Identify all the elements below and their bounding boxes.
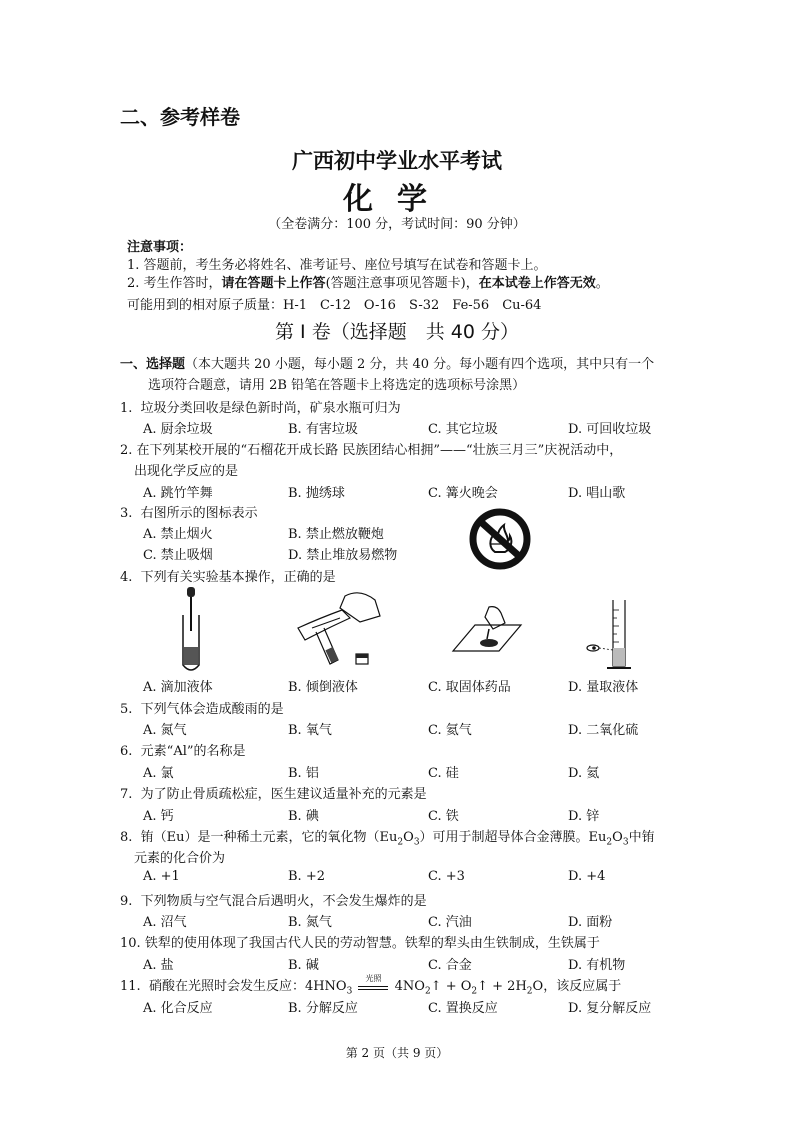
- q7-option-a: A. 钙: [143, 809, 174, 824]
- question-4-text: 下列有关实验基本操作，正确的是: [140, 570, 336, 585]
- q5-option-c: C. 氦气: [428, 723, 472, 738]
- q9-option-b: B. 氮气: [288, 915, 332, 930]
- q2-option-d: D. 唱山歌: [568, 486, 626, 501]
- question-8-num: 8.: [120, 830, 133, 845]
- notes-item-2-bold1: 请在答题卡上作答: [221, 276, 326, 291]
- question-1-num: 1.: [120, 401, 133, 416]
- q8-option-b: B. +2: [288, 869, 325, 884]
- q10-option-d: D. 有机物: [568, 958, 626, 973]
- pouring-liquid-icon: [290, 588, 385, 668]
- q3-option-a: A. 禁止烟火: [143, 527, 213, 542]
- question-1-text: 垃圾分类回收是绿色新时尚，矿泉水瓶可归为: [140, 401, 401, 416]
- question-6-text: 元素“Al”的名称是: [140, 744, 246, 759]
- question-10-text: 铁犁的使用体现了我国古代人民的劳动智慧。铁犁的犁头由生铁制成，生铁属于: [144, 936, 600, 951]
- q11-sub-a: 3: [346, 986, 353, 997]
- section1-label: 一、选择题: [120, 357, 186, 372]
- q11-text-pre: 硝酸在光照时会发生反应：4HNO: [148, 979, 347, 994]
- q10-option-b: B. 碱: [288, 958, 319, 973]
- q8-option-d: D. +4: [568, 869, 606, 884]
- q6-option-c: C. 硅: [428, 766, 459, 781]
- question-1: [120, 397, 401, 416]
- notes-item-2-pre: 2. 考生作答时，: [127, 276, 222, 291]
- question-8: [120, 826, 655, 848]
- q2-option-a: A. 跳竹竿舞: [143, 486, 213, 501]
- question-5-text: 下列气体会造成酸雨的是: [140, 702, 284, 717]
- question-2-text2: 出现化学反应的是: [134, 464, 239, 479]
- reaction-condition: 光照: [365, 973, 382, 983]
- q8-text-e: 中铕: [628, 830, 655, 845]
- exam-title: 广西初中学业水平考试: [292, 149, 502, 173]
- page-footer: 第 2 页（共 9 页）: [345, 1046, 449, 1060]
- notes-heading: 注意事项：: [127, 240, 193, 255]
- q8-option-a: A. +1: [143, 869, 180, 884]
- graduated-cylinder-icon: [585, 598, 635, 678]
- notes-item-1: 1. 答题前，考生务必将姓名、准考证号、座位号填写在试卷和答题卡上。: [127, 258, 547, 273]
- q2-option-b: B. 抛绣球: [288, 486, 345, 501]
- subject-title: 化学: [343, 182, 451, 217]
- question-6-num: 6.: [120, 744, 133, 759]
- q5-option-b: B. 氧气: [288, 723, 332, 738]
- question-2: [120, 439, 622, 458]
- q8-sub-a: 2: [397, 837, 404, 848]
- q4-option-b: B. 倾倒液体: [288, 680, 358, 695]
- notes-item-2-mid: (答题注意事项见答题卡)，: [325, 276, 479, 291]
- solid-reagent-icon: [445, 603, 525, 669]
- question-9: [120, 890, 427, 909]
- q8-sub-c: 2: [606, 837, 613, 848]
- q4-option-a: A. 滴加液体: [143, 680, 213, 695]
- q7-option-c: C. 铁: [428, 809, 459, 824]
- q9-option-c: C. 汽油: [428, 915, 472, 930]
- q8-text-a: 铕（Eu）是一种稀土元素，它的氧化物（Eu: [140, 830, 398, 845]
- q1-option-d: D. 可回收垃圾: [568, 422, 652, 437]
- q6-option-d: D. 氦: [568, 766, 600, 781]
- q3-option-d: D. 禁止堆放易燃物: [288, 548, 398, 563]
- q3-option-c: C. 禁止吸烟: [143, 548, 213, 563]
- question-3-text: 右图所示的图标表示: [140, 506, 258, 521]
- question-11: [120, 975, 621, 997]
- q11-option-d: D. 复分解反应: [568, 1001, 652, 1016]
- q11-sub-d: 2: [526, 986, 533, 997]
- q11-option-b: B. 分解反应: [288, 1001, 358, 1016]
- q3-option-b: B. 禁止燃放鞭炮: [288, 527, 384, 542]
- q1-option-b: B. 有害垃圾: [288, 422, 358, 437]
- question-8-text2: 元素的化合价为: [134, 851, 226, 866]
- question-11-num: 11.: [120, 979, 141, 994]
- question-2-text: 在下列某校开展的“石榴花开成长路 民族团结心相拥”——“壮族三月三”庆祝活动中，: [136, 443, 623, 458]
- question-6: [120, 740, 246, 759]
- q11-text-a: 4NO: [394, 979, 425, 994]
- question-7-num: 7.: [120, 787, 133, 802]
- q4-option-c: C. 取固体药品: [428, 680, 511, 695]
- q4-option-d: D. 量取液体: [568, 680, 639, 695]
- q8-sub-d: 3: [622, 837, 629, 848]
- q8-text-c: ）可用于制超导体合金薄膜。Eu: [419, 830, 607, 845]
- q11-text-d: O，该反应属于: [532, 979, 622, 994]
- question-5: [120, 698, 284, 717]
- score-info: （全卷满分：100 分，考试时间：90 分钟）: [268, 217, 526, 232]
- notes-item-2-bold2: 在本试卷上作答无效: [478, 276, 596, 291]
- q8-option-c: C. +3: [428, 869, 465, 884]
- question-4: [120, 566, 336, 585]
- q7-option-b: B. 碘: [288, 809, 319, 824]
- section-label: 二、参考样卷: [120, 105, 240, 129]
- section1-line1: [120, 353, 654, 372]
- q11-option-c: C. 置换反应: [428, 1001, 498, 1016]
- section1-desc-2: 选项符合题意，请用 2B 铅笔在答题卡上将选定的选项标号涂黑）: [148, 378, 526, 393]
- q1-option-a: A. 厨余垃圾: [143, 422, 213, 437]
- question-9-num: 9.: [120, 894, 133, 909]
- q2-option-c: C. 篝火晚会: [428, 486, 498, 501]
- notes-item-2: [127, 272, 609, 291]
- question-2-num: 2.: [120, 443, 133, 458]
- q11-text-b: ↑ + O: [430, 979, 472, 994]
- q6-option-a: A. 氯: [143, 766, 174, 781]
- q8-sub-b: 3: [413, 837, 420, 848]
- q10-option-a: A. 盐: [143, 958, 174, 973]
- question-7: [120, 783, 427, 802]
- question-3: [120, 502, 258, 521]
- question-10: [120, 932, 600, 951]
- question-7-text: 为了防止骨质疏松症，医生建议适量补充的元素是: [140, 787, 427, 802]
- notes-item-2-end: 。: [595, 276, 609, 291]
- question-3-num: 3.: [120, 506, 133, 521]
- q9-option-a: A. 沼气: [143, 915, 187, 930]
- q9-option-d: D. 面粉: [568, 915, 613, 930]
- question-5-num: 5.: [120, 702, 133, 717]
- q11-option-a: A. 化合反应: [143, 1001, 213, 1016]
- no-fire-sign-icon: [465, 508, 535, 570]
- q7-option-d: D. 锌: [568, 809, 600, 824]
- q11-sub-c: 2: [471, 986, 478, 997]
- atomic-masses: 可能用到的相对原子质量：H-1 C-12 O-16 S-32 Fe-56 Cu-64: [127, 298, 542, 313]
- q1-option-c: C. 其它垃圾: [428, 422, 498, 437]
- reaction-condition-arrow: [356, 973, 390, 994]
- question-10-num: 10.: [120, 936, 141, 951]
- q11-text-c: ↑ + 2H: [477, 979, 527, 994]
- q8-text-b: O: [403, 830, 414, 845]
- q11-sub-b: 2: [424, 986, 431, 997]
- section1-desc-1: （本大题共 20 小题，每小题 2 分，共 40 分。每小题有四个选项，其中只有一个: [185, 357, 655, 372]
- q5-option-d: D. 二氧化硫: [568, 723, 639, 738]
- dropper-test-tube-icon: [178, 585, 204, 675]
- q6-option-b: B. 铝: [288, 766, 319, 781]
- q8-text-d: O: [612, 830, 623, 845]
- q10-option-c: C. 合金: [428, 958, 472, 973]
- question-4-num: 4.: [120, 570, 133, 585]
- q5-option-a: A. 氮气: [143, 723, 187, 738]
- part-title: 第 I 卷（选择题 共 40 分）: [275, 321, 519, 343]
- question-9-text: 下列物质与空气混合后遇明火，不会发生爆炸的是: [140, 894, 427, 909]
